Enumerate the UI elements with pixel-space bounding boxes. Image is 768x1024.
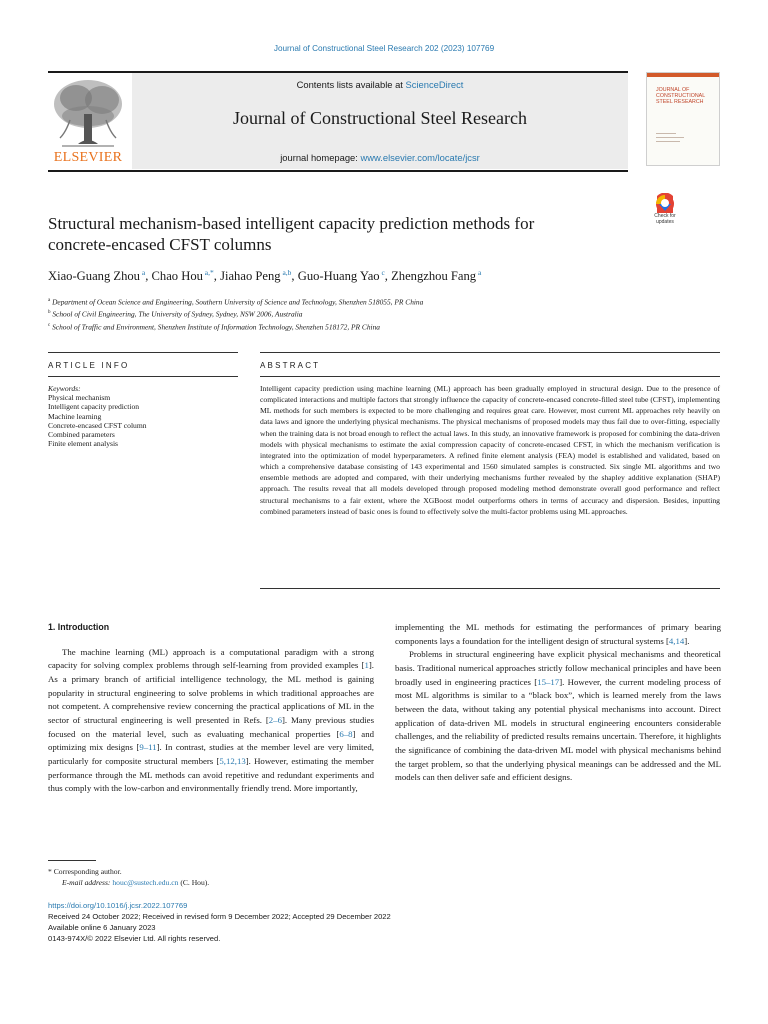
keywords-label: Keywords: <box>48 384 81 393</box>
journal-homepage-link[interactable]: www.elsevier.com/locate/jcsr <box>360 152 480 163</box>
doi-link[interactable]: https://doi.org/10.1016/j.jcsr.2022.107769 <box>48 901 188 910</box>
body-paragraph: Problems in structural engineering have explicit physical mechanisms and theoretical basis. Traditional numerical approaches strictly follow mechanical principles and have been broadly used in engineering practices [15–17]. However, the current modeling process of most ML algorithms is similar to a “black box”, which is learned merely from the laws between the data, without taking any potential physical mechanisms into account. Direct application of data-driven ML models in structural engineering encounters considerable challenges, and the reliability of predicted results remains uncertain. Therefore, it highlights the significance of combining the data-driven ML model with physical mechanisms behind the target problem, so that the underlying physical meanings can be addressed and the ML models can then deliver safe and efficient designs. <box>395 649 721 783</box>
article-title <box>48 213 628 255</box>
citation-link[interactable]: 2–6 <box>268 714 282 725</box>
email-line: E-mail address: houc@sustech.edu.cn (C. Hou). <box>62 878 210 887</box>
badge-label-line: updates <box>656 218 674 225</box>
check-for-updates-icon[interactable] <box>645 193 685 231</box>
abstract-rule-bottom <box>260 588 720 589</box>
email-link[interactable]: houc@sustech.edu.cn <box>112 878 179 887</box>
footnote <box>48 866 448 888</box>
body-paragraph: The machine learning (ML) approach is a computational paradigm with a strong capacity for solving complex problems through self-learning from provided examples [1]. As a primary branch of artificial intelligence technology, the ML method is gaining popularity in structural engineering to solve problems in which traditional approaches are not competent. A comprehensive review concerning the practical applications of ML in the sector of structural engineering is well presented in Refs. [2–6]. Many previous studies focused on the material level, such as evaluating mechanical properties [6–8] and optimizing mix designs [9–11]. In contrast, studies at the member level are very limited, particularly for composite structural members [5,12,13]. However, estimating the member performance through the ML methods can avoid repetitive and redundant experiments and thus comply with the low-carbon and environmentally friendly trend. More importantly, <box>48 646 374 794</box>
body-column-right <box>395 621 721 785</box>
author-name[interactable]: Chao Hou <box>151 269 203 284</box>
available-online: Available online 6 January 2023 <box>48 923 156 932</box>
keyword: Finite element analysis <box>48 439 119 449</box>
article-info-heading: ARTICLE INFO <box>48 361 130 370</box>
received-dates: Received 24 October 2022; Received in revised form 9 December 2022; Accepted 29 December 2022 <box>48 912 391 921</box>
citation-link[interactable]: 9–11 <box>139 742 157 753</box>
author-name[interactable]: Zhengzhou Fang <box>391 269 477 284</box>
abstract-rule-top <box>260 352 720 353</box>
author-name[interactable]: Jiahao Peng <box>220 269 281 284</box>
journal-name: Journal of Constructional Steel Research <box>233 108 527 128</box>
author-affil-sup[interactable]: a,* <box>204 268 214 277</box>
badge-label-line: Check for <box>654 213 676 219</box>
abstract-heading: ABSTRACT <box>260 361 321 370</box>
abstract-text: Intelligent capacity prediction using machine learning (ML) approach has been gradually employed in structural design. Due to the presence of complicated interactions and multiple factors that strongly influence the capacity of concrete-encased concrete-filled steel tube (CFST), implementing ML methods for such members is expected to be more challenging and requires great care. However, most current ML approaches rely heavily on data laws and ignore the underlying physical mechanisms. The physical mechanisms of proposed models may thus fail due to over-fitting, especially when the training data is not broad enough to reflect the actual laws. In this study, an innovative framework is proposed for combining the data-driven models with physical mechanisms to estimate the axial compression capacity of concrete-encased CFST, in which the mechanism verification is integrated into the optimization of model hyperparameters. A refined finite element analysis (FEA) model is established and validated, based on which a comprehensive database consisting of 143 experimental and 1560 simulated samples is constructed. Six single ML algorithms and two ensemble methods are adopted and compared, with their underlying mechanisms further revealed by the shapley additive explanation (SHAP) approach. The results reveal that all models developed through proposed modeling method demonstrate overall good performance and reflect structural mechanisms to a fair extent, where the XGBoost model outperforms others in terms of accuracy and dispersion. Besides, inputting combined parameters instead of basic ones is found to effectively solve the multi-factor problems using ML approaches. <box>260 384 720 516</box>
citation-link[interactable]: 15–17 <box>537 676 560 687</box>
affiliation: $^a$ Department of Ocean Science and Engineering, Southern University of Science and Technology, Shenzhen 518055, PR China <box>48 297 424 307</box>
cover-title: JOURNAL OF CONSTRUCTIONAL STEEL RESEARCH <box>656 87 705 105</box>
sciencedirect-link[interactable]: ScienceDirect <box>405 79 464 90</box>
keyword: Combined parameters <box>48 430 115 440</box>
journal-homepage-line <box>132 152 628 163</box>
cover-line <box>656 137 684 138</box>
journal-cover-thumbnail[interactable] <box>646 72 720 166</box>
author-list: Xiao-Guang Zhou $^a$, Chao Hou $^{a,*}$, Jiahao Peng $^{a,b}$, Guo-Huang Yao $^c$, Zhengzhou Fang $^a$ <box>48 268 482 284</box>
section-heading-introduction: 1. Introduction <box>48 622 110 632</box>
footnote-rule <box>48 860 96 861</box>
body-column-left <box>48 621 374 796</box>
cover-line <box>656 133 676 134</box>
author-affil-sup[interactable]: a <box>141 268 146 277</box>
article-info-rule-top <box>48 352 238 353</box>
publisher-wordmark: ELSEVIER <box>53 150 123 165</box>
contents-prefix: Contents lists available at <box>296 79 406 90</box>
affiliation-list <box>48 295 708 332</box>
affiliation: $^b$ School of Civil Engineering, The University of Sydney, Sydney, NSW 2006, Australia <box>48 309 303 319</box>
keyword: Concrete-encased CFST column <box>48 420 147 430</box>
contents-available-line <box>132 79 628 90</box>
journal-reference[interactable]: Journal of Constructional Steel Research 202 (2023) 107769 <box>273 44 495 53</box>
abstract-rule <box>260 376 720 377</box>
author-affil-sup[interactable]: a <box>477 268 482 277</box>
author-affil-sup[interactable]: a,b <box>282 268 292 277</box>
author-name[interactable]: Xiao-Guang Zhou <box>48 269 140 284</box>
corresponding-author-note: * Corresponding author. <box>48 867 122 876</box>
citation-link[interactable]: 4,14 <box>668 635 685 646</box>
citation-link[interactable]: 6–8 <box>339 728 353 739</box>
title-line: concrete-encased CFST columns <box>48 235 272 254</box>
affiliation: $^c$ School of Traffic and Environment, Shenzhen Institute of Information Technology, Shenzhen 518172, PR China <box>48 322 380 332</box>
cover-line <box>656 141 680 142</box>
header-rule-bottom <box>48 170 628 172</box>
citation-link[interactable]: 1 <box>364 660 369 671</box>
keywords-block <box>48 384 238 448</box>
keyword: Physical mechanism <box>48 393 111 403</box>
keyword: Intelligent capacity prediction <box>48 402 140 412</box>
keyword: Machine learning <box>48 411 102 421</box>
article-metadata <box>48 900 568 944</box>
copyright-line: 0143-974X/© 2022 Elsevier Ltd. All rights reserved. <box>48 934 221 943</box>
cover-color-strip <box>647 73 719 77</box>
article-info-rule <box>48 376 238 377</box>
homepage-prefix: journal homepage: <box>280 152 361 163</box>
title-line: Structural mechanism-based intelligent capacity prediction methods for <box>48 214 535 233</box>
author-name[interactable]: Guo-Huang Yao <box>297 269 380 284</box>
check-for-updates-label[interactable] <box>645 214 685 225</box>
citation-link[interactable]: 5,12,13 <box>219 755 246 766</box>
author-affil-sup[interactable]: c <box>381 268 385 277</box>
body-paragraph: implementing the ML methods for estimating the performances of primary bearing components lays a foundation for the intelligent design of structural systems [4,14]. <box>395 622 721 646</box>
